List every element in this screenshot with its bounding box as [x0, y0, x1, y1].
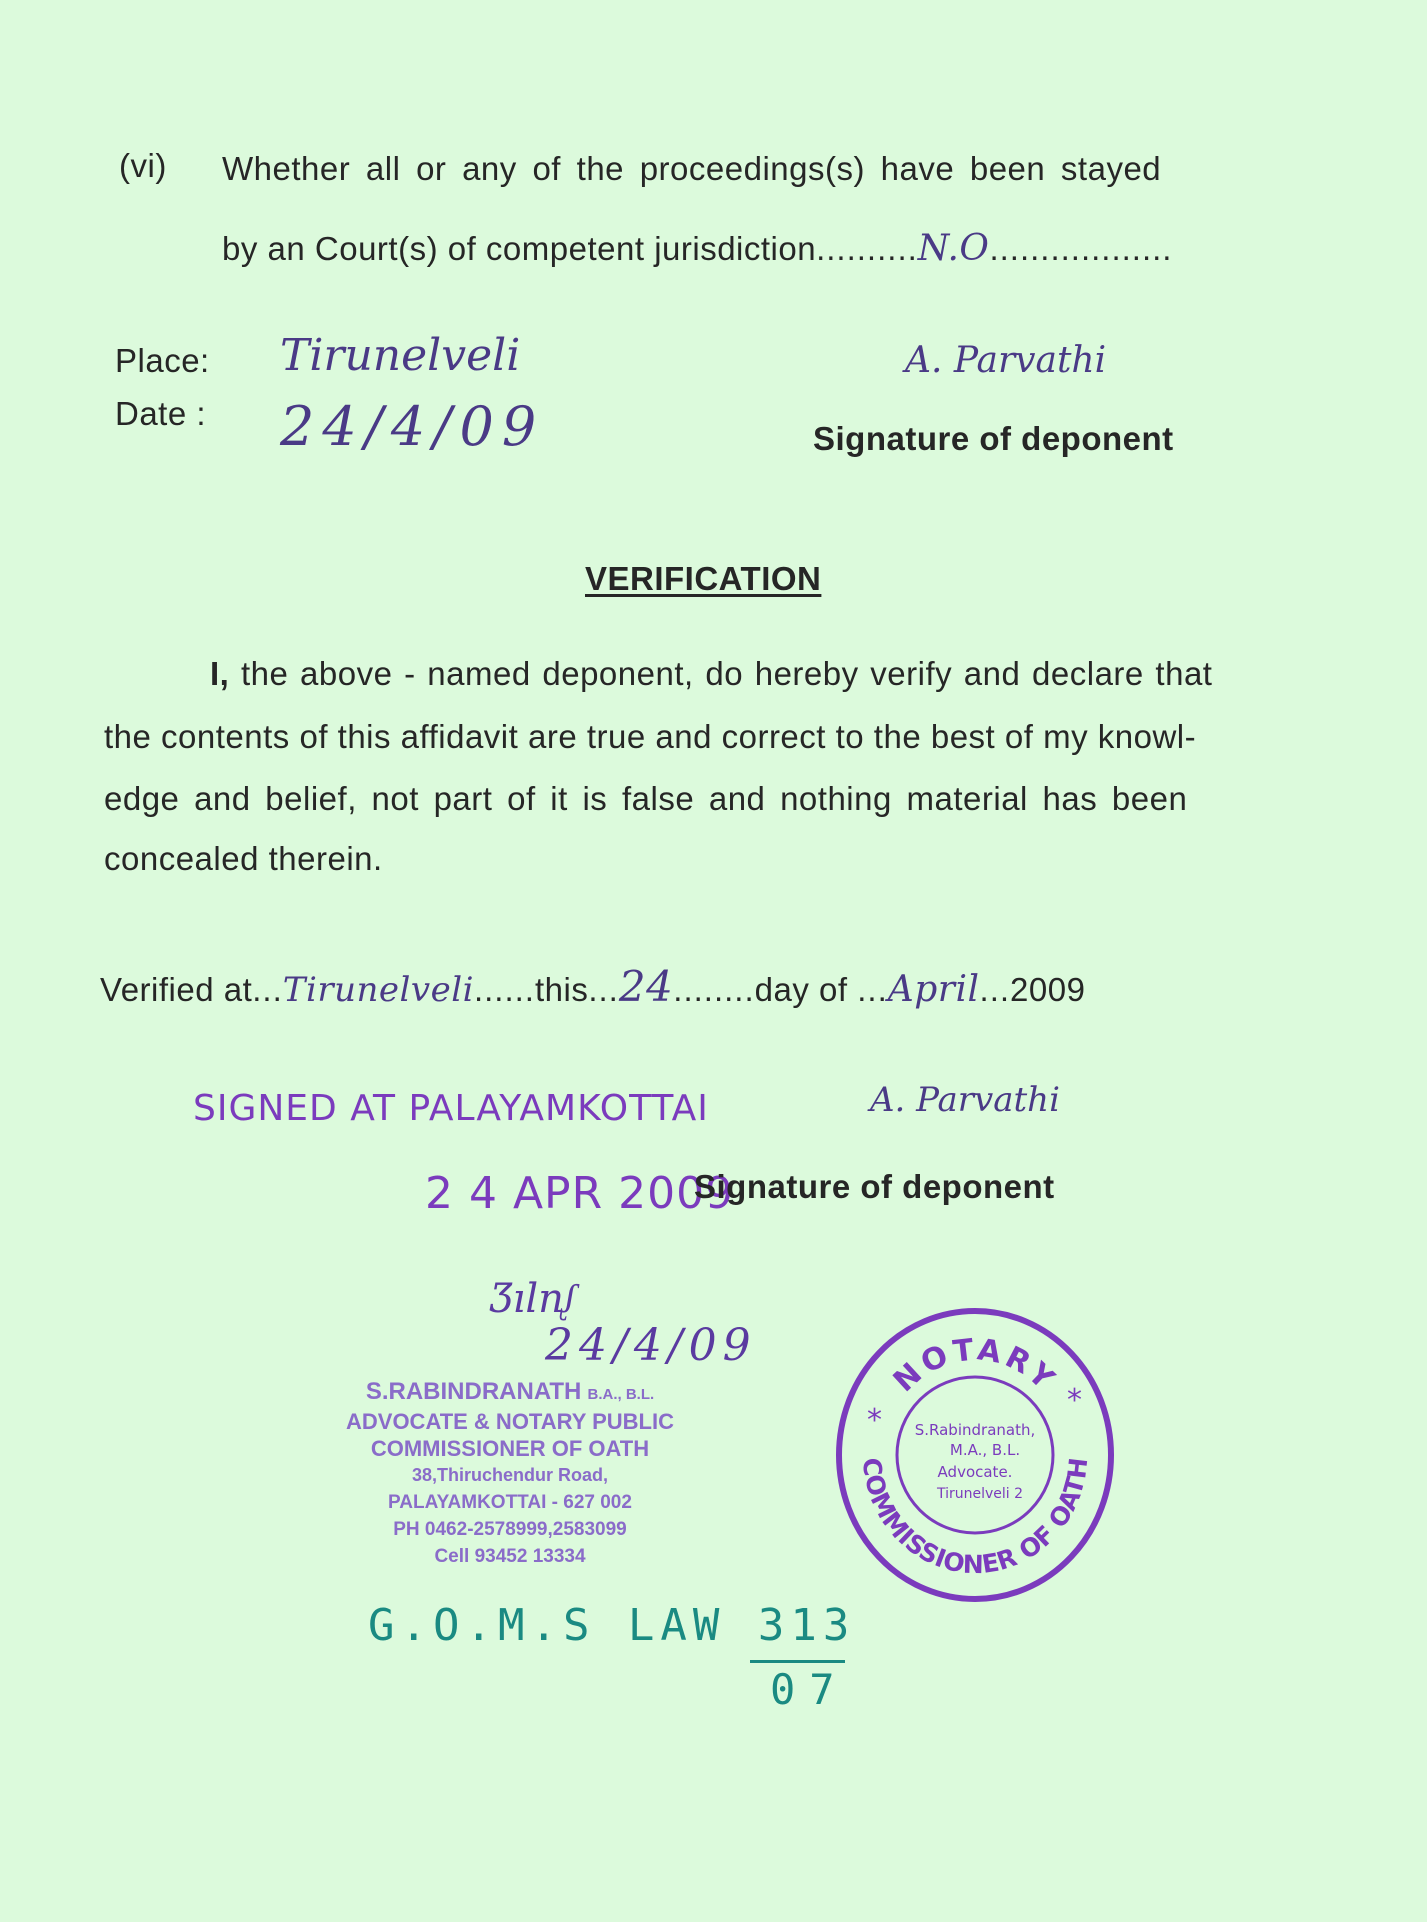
seal-center-line4: Tirunelveli 2 — [936, 1486, 1024, 1502]
stamp-line: COMMISSIONER OF OATH — [370, 1436, 650, 1461]
deponent-signature: A. Parvathi — [905, 340, 1107, 381]
dotted-leader: .................. — [989, 230, 1173, 267]
verification-line3: edge and belief, not part of it is false and nothing material has been — [104, 780, 1188, 817]
item-vi-line1: Whether all or any of the proceedings(s) have been stayed — [222, 150, 1162, 187]
signature-caption: Signature of deponent — [813, 420, 1174, 457]
verification-heading: VERIFICATION — [585, 560, 822, 597]
second-deponent-signature: A. Parvathi — [870, 1080, 1060, 1120]
verification-line2: the contents of this affidavit are true and correct to the best of my knowl- — [104, 718, 1197, 755]
handwritten-answer: N.O — [917, 228, 990, 269]
verification-line4: concealed therein. — [104, 840, 383, 877]
go-reference: G.O.M.S LAW 313 — [368, 1600, 856, 1651]
stamp-line: ADVOCATE & NOTARY PUBLIC — [346, 1409, 674, 1434]
dotted-leader: ... — [857, 971, 888, 1008]
dotted-leader: .......... — [816, 230, 918, 267]
verification-line1 — [210, 655, 1212, 693]
handwritten-date: 24/4/09 — [280, 395, 545, 458]
go-denominator: 07 — [770, 1665, 849, 1714]
handwritten-place: Tirunelveli — [280, 330, 521, 381]
seal-center-line3: Advocate. — [937, 1463, 1013, 1481]
dotted-leader: ... — [252, 971, 283, 1008]
handwritten-day: 24 — [618, 962, 674, 1011]
verification-lead: I, — [210, 655, 230, 692]
verification-text1: the above - named deponent, do hereby verify and declare that — [241, 655, 1213, 692]
notary-block-stamp — [330, 1378, 690, 1570]
place-label: Place: — [115, 342, 210, 379]
stamp-line: PH 0462-2578999,2583099 — [393, 1519, 627, 1540]
verified-line — [100, 962, 1085, 1011]
stamp-date: 2 4 APR 2009 — [425, 1168, 735, 1219]
date-label: Date : — [115, 395, 207, 432]
this-label: this — [534, 971, 589, 1008]
second-signature-caption: Signature of deponent — [694, 1168, 1055, 1205]
seal-bottom-text: COMMISSIONER OF OATH — [856, 1456, 1094, 1580]
notary-initials: Ʒılnᶘ — [490, 1276, 576, 1322]
stamp-line: PALAYAMKOTTAI - 627 002 — [388, 1492, 632, 1513]
item-vi-line2 — [222, 228, 1172, 269]
dotted-leader: ........ — [673, 971, 755, 1008]
seal-star-left: * — [867, 1403, 882, 1438]
dotted-leader: ...... — [473, 971, 535, 1008]
handwritten-verified-place: Tirunelveli — [282, 970, 474, 1010]
svg-text:NOTARY — [887, 1332, 1063, 1399]
fraction-bar — [750, 1660, 845, 1663]
verified-at-label: Verified at — [100, 971, 253, 1008]
stamp-line: 38,Thiruchendur Road, — [411, 1465, 609, 1485]
stamp-line: S.RABINDRANATH B.A., B.L. — [365, 1378, 655, 1405]
seal-graphic — [835, 1305, 1115, 1605]
item-number: (vi) — [119, 147, 167, 184]
seal-star-right: * — [1067, 1383, 1082, 1418]
day-of-label: day of — [754, 971, 858, 1008]
notary-handwritten-date: 24/4/09 — [545, 1320, 757, 1371]
seal-top-text: NOTARY — [886, 1332, 1064, 1400]
notary-round-seal — [835, 1305, 1115, 1605]
item-vi-question: by an Court(s) of competent jurisdiction — [222, 230, 817, 267]
signed-at-stamp: SIGNED AT PALAYAMKOTTAI — [193, 1088, 709, 1129]
seal-center-line2: M.A., B.L. — [949, 1441, 1021, 1459]
year: 2009 — [1010, 971, 1086, 1008]
dotted-leader: ... — [979, 971, 1011, 1008]
dotted-leader: ... — [588, 971, 619, 1008]
handwritten-month: April — [887, 969, 980, 1010]
stamp-line: Cell 93452 13334 — [434, 1546, 586, 1567]
seal-center-line1: S.Rabindranath, — [914, 1421, 1036, 1439]
